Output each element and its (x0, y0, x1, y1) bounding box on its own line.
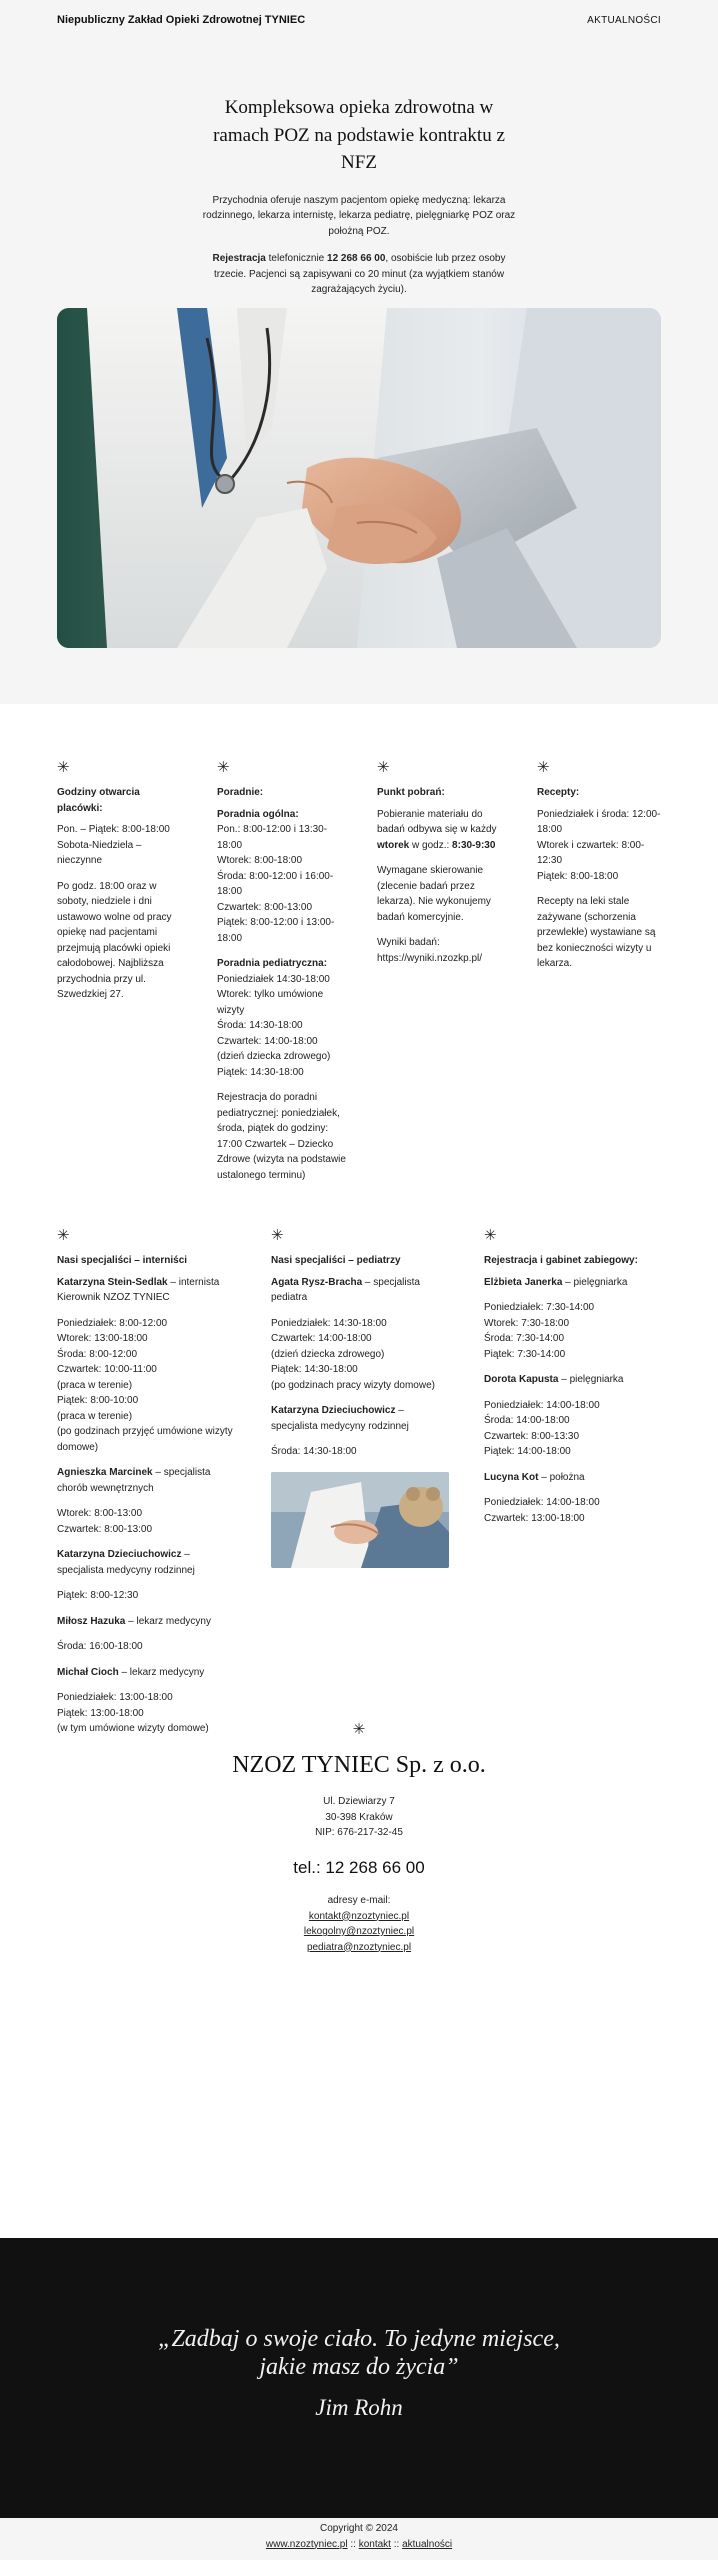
address-street: Ul. Dziewiarzy 7 (323, 1796, 395, 1808)
email-link-lekogolny[interactable]: lekogolny@nzoztyniec.pl (303, 1926, 415, 1938)
results-url[interactable]: https://wyniki.nzozkp.pl/ (377, 952, 483, 964)
nurses-section: ✳ Rejestracja i gabinet zabiegowy: Elżbieta Janerka – pielęgniarka Poniedziałek: 7:30-14:00 Wtorek: 7:30-18:00 Środa: 7:30-14:00 Piątek: 7:30-14:00 Dorota Kapusta – pielęgniarka Poniedziałek: 14:00-18:00 Środa: 14:00-18:00 Czwartek: 8:00-13:30 Piątek: 14:00-18:00 Lucyna Kot – położna Poniedziałek: 14:00-18:00 Czwartek: 13:00-18:00 (484, 1228, 664, 1536)
hero (200, 94, 518, 298)
quote-section (0, 2238, 718, 2518)
asterisk-icon: ✳ (377, 759, 390, 776)
hero-title: Kompleksowa opieka zdrowotna w ramach POZ na podstawie kontraktu z NFZ (213, 97, 505, 174)
address-city: 30-398 Kraków (325, 1811, 393, 1823)
footer-links: www.nzoztyniec.pl :: kontakt :: aktualności (265, 2538, 453, 2550)
site-header (57, 12, 661, 28)
pediatricians-title: Nasi specjaliści – pediatrzy (271, 1255, 401, 1266)
asterisk-icon: ✳ (352, 1721, 366, 1738)
hero-photo-hands (57, 308, 661, 648)
sampling-section: ✳ Punkt pobrań: Pobieranie materiału do badań odbywa się w każdy wtorek w godz.: 8:30-9:30 Wymagane skierowanie (zlecenie badań przez lekarza). Nie wykonujemy badań komercyjnie. Wyniki badań: https://wyniki.nzozkp.pl/ (377, 760, 507, 976)
copyright: Copyright © 2024 (320, 2523, 398, 2534)
pediatric-clinic-title: Poradnia pediatryczna: (217, 958, 328, 969)
opening-hours-section: ✳ Godziny otwarcia placówki: Pon. – Piątek: 8:00-18:00 Sobota-Niedziela – nieczynne Po godz. 18:00 oraz w soboty, niedziele i dni ustawowo wolne od pracy opiekę nad pacjentami przejmują placówki opieki całodobowej. Najbliższa przychodnia przy ul. Szwedzkiej 27. (57, 760, 187, 1013)
footer-bar (0, 2518, 718, 2560)
asterisk-icon: ✳ (57, 1227, 70, 1244)
email-label: adresy e-mail: (327, 1895, 391, 1907)
internists-section: ✳ Nasi specjaliści – interniści Katarzyna Stein-Sedlak – internista Kierownik NZOZ TYNIEC Poniedziałek: 8:00-12:00 Wtorek: 13:00-18:00 Środa: 8:00-12:00 Czwartek: 10:00-11:00 (praca w terenie) Piątek: 8:00-10:00 (praca w terenie) (po godzinach przyjęć umówione wizyty domowe) Agnieszka Marcinek – specjalista chorób wewnętrznych Wtorek: 8:00-13:00 Czwartek: 8:00-13:00 Katarzyna Dzieciuchowicz – specjalista medycyny rodzinnej Piątek: 8:00-12:30 Miłosz Hazuka – lekarz medycyny Środa: 16:00-18:00 Michał Cioch – lekarz medycyny Poniedziałek: 13:00-18:00 Piątek: 13:00-18:00 (w tym umówione wizyty domowe) (57, 1227, 233, 1734)
email-link-kontakt[interactable]: kontakt@nzoztyniec.pl (308, 1910, 410, 1922)
phone-number[interactable]: tel.: 12 268 66 00 (293, 1857, 425, 1877)
clinics-section: ✳ Poradnie: Poradnia ogólna: Pon.: 8:00-12:00 i 13:30-18:00 Wtorek: 8:00-18:00 Środa: 8:00-12:00 i 16:00-18:00 Czwartek: 8:00-13:00 Piątek: 8:00-12:00 i 13:00-18:00 Poradnia pediatryczna: Poniedziałek 14:30-18:00 Wtorek: tylko umówione wizyty Środa: 14:30-18:00 Czwartek: 14:00-18:00 (dzień dziecka zdrowego) Piątek: 14:30-18:00 Rejestracja do poradni pediatrycznej: poniedziałek, środa, piątek do godziny: 17:00 Czwartek – Dziecko Zdrowe (wizyta na podstawie ustalonego terminu) (217, 760, 347, 1193)
top-section (0, 0, 718, 704)
nurses-title: Rejestracja i gabinet zabiegowy: (484, 1255, 638, 1266)
quote (150, 2326, 568, 2422)
quote-text: „Zadbaj o swoje ciało. To jedyne miejsce, jakie masz do życia” (158, 2326, 560, 2380)
registration-phone: 12 268 66 00 (327, 253, 386, 265)
opening-hours-title: Godziny otwarcia placówki: (57, 787, 140, 814)
footer-link-contact[interactable]: kontakt (358, 2538, 391, 2550)
prescriptions-title: Recepty: (537, 787, 580, 798)
hero-description: Przychodnia oferuje naszym pacjentom opiekę medyczną: lekarza rodzinnego, lekarza internistę, lekarza pediatrę, pielęgniarkę POZ oraz położną POZ. (202, 194, 516, 237)
registration-label: Rejestracja (212, 253, 266, 265)
contact-section (0, 1722, 718, 1955)
pediatricians-section: ✳ Nasi specjaliści – pediatrzy Agata Rysz-Bracha – specjalista pediatra Poniedziałek: 14:30-18:00 Czwartek: 14:00-18:00 (dzień dziecka zdrowego) Piątek: 14:30-18:00 (po godzinach pracy wizyty domowe) Katarzyna Dzieciuchowicz – specjalista medycyny rodzinnej Środa: 14:30-18:00 (271, 1228, 451, 1568)
clinics-title: Poradnie: (217, 787, 264, 798)
general-clinic-title: Poradnia ogólna: (217, 808, 299, 820)
nav-news-link[interactable]: AKTUALNOŚCI (587, 14, 661, 26)
prescriptions-section: ✳ Recepty: Poniedziałek i środa: 12:00-18:00 Wtorek i czwartek: 8:00-12:30 Piątek: 8:00-18:00 Recepty na leki stale zażywane (schorzenia przewlekłe) wystawiane są bez konieczności wizyty u lekarza. (537, 760, 667, 982)
pediatrics-photo (271, 1472, 449, 1568)
after-hours-note: Po godz. 18:00 oraz w soboty, niedziele i dni ustawowo wolne od pracy opiekę nad pacjentami przejmują placówki opieki całodobowej. Najbliższa przychodnia przy ul. Szwedzkiej 27. (57, 880, 172, 1000)
company-name: NZOZ TYNIEC Sp. z o.o. (232, 1752, 486, 1778)
quote-author: Jim Rohn (315, 2395, 403, 2421)
sampling-title: Punkt pobrań: (377, 787, 445, 798)
footer-link-home[interactable]: www.nzoztyniec.pl (265, 2538, 348, 2550)
asterisk-icon: ✳ (217, 759, 230, 776)
internists-title: Nasi specjaliści – interniści (57, 1255, 188, 1266)
pediatric-registration-note: Rejestracja do poradni pediatrycznej: poniedziałek, środa, piątek do godziny: 17:00 Czwartek – Dziecko Zdrowe (wizyta na podstawie ustalonego terminu) (217, 1092, 346, 1181)
asterisk-icon: ✳ (57, 759, 70, 776)
nip: NIP: 676-217-32-45 (315, 1827, 403, 1839)
registration-info: Rejestracja telefonicznie 12 268 66 00, osobiście lub przez osoby trzecie. Pacjenci są zapisywani co 20 minut (za wyjątkiem stanów zagrażających życiu). (212, 253, 506, 296)
email-link-pediatra[interactable]: pediatra@nzoztyniec.pl (306, 1941, 412, 1953)
asterisk-icon: ✳ (537, 759, 550, 776)
asterisk-icon: ✳ (271, 1227, 284, 1244)
asterisk-icon: ✳ (484, 1227, 497, 1244)
footer-link-news[interactable]: aktualności (402, 2538, 453, 2550)
site-title[interactable]: Niepubliczny Zakład Opieki Zdrowotnej TYNIEC (57, 13, 306, 26)
